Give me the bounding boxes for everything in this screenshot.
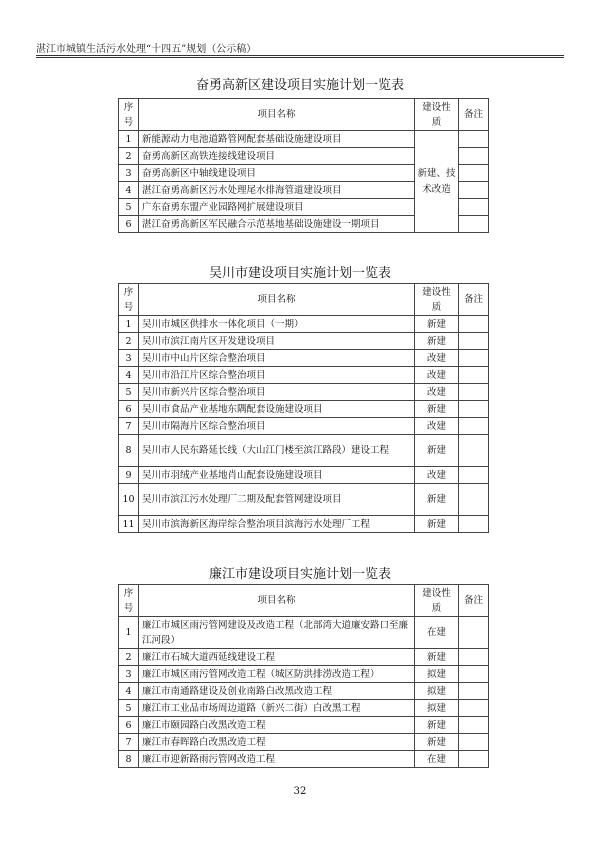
row-number: 3	[119, 350, 139, 367]
row-number: 5	[119, 199, 139, 216]
row-number: 5	[119, 384, 139, 401]
table3-header-row	[119, 585, 489, 617]
col-header-nature: 建设性质	[415, 99, 459, 131]
col-header-name: 项目名称	[139, 585, 415, 617]
remark-cell	[459, 435, 489, 467]
row-number: 6	[119, 216, 139, 233]
row-number: 4	[119, 683, 139, 700]
project-name: 湛江奋勇高新区污水处理尾水排海管道建设项目	[139, 182, 415, 199]
table3-title: 廉江市建设项目实施计划一览表	[208, 567, 391, 582]
construction-nature: 新建	[415, 435, 459, 467]
table2-title: 吴川市建设项目实施计划一览表	[208, 266, 391, 281]
table-row	[119, 131, 489, 148]
table-row	[119, 516, 489, 533]
project-name: 奋勇高新区高铁连接线建设项目	[139, 148, 415, 165]
remark-cell	[459, 350, 489, 367]
table-row	[119, 350, 489, 367]
table-row	[119, 717, 489, 734]
table-row	[119, 751, 489, 768]
table-row	[119, 418, 489, 435]
remark-cell	[459, 401, 489, 418]
table-row	[119, 700, 489, 717]
project-name: 廉江市石城大道西延线建设工程	[139, 649, 415, 666]
col-header-note: 备注	[459, 585, 489, 617]
construction-nature: 新建	[415, 333, 459, 350]
project-name: 吴川市新兴片区综合整治项目	[139, 384, 415, 401]
row-number: 3	[119, 666, 139, 683]
remark-cell	[459, 467, 489, 484]
table1	[118, 98, 489, 233]
table-row	[119, 367, 489, 384]
remark-cell	[459, 717, 489, 734]
row-number: 10	[119, 484, 139, 516]
project-name: 吴川市滨海新区海岸综合整治项目滨海污水处理厂工程	[139, 516, 415, 533]
row-number: 7	[119, 418, 139, 435]
project-name: 廉江市城区雨污管网建设及改造工程（北部湾大道廉安路口至廉江河段）	[139, 617, 415, 649]
project-name: 廉江市城区雨污管网改造工程（城区防洪排涝改造工程）	[139, 666, 415, 683]
row-number: 4	[119, 367, 139, 384]
project-name: 吴川市食品产业基地东隅配套设施建设项目	[139, 401, 415, 418]
construction-nature: 新建	[415, 734, 459, 751]
project-name: 吴川市隔海片区综合整治项目	[139, 418, 415, 435]
table-row	[119, 484, 489, 516]
col-header-no: 序号	[119, 585, 139, 617]
project-name: 吴川市滨江污水处理厂二期及配套管网建设项目	[139, 484, 415, 516]
project-name: 廉江市工业品市场周边道路（新兴二街）白改黑工程	[139, 700, 415, 717]
project-name: 湛江奋勇高新区军民融合示范基地基础设施建设一期项目	[139, 216, 415, 233]
construction-nature: 拟建	[415, 666, 459, 683]
project-name: 广东奋勇东盟产业园路网扩展建设项目	[139, 199, 415, 216]
table-row	[119, 683, 489, 700]
table-row	[119, 617, 489, 649]
construction-nature: 新建	[415, 516, 459, 533]
construction-nature: 改建	[415, 418, 459, 435]
table-row	[119, 384, 489, 401]
col-header-no: 序号	[119, 284, 139, 316]
construction-nature: 新建	[415, 484, 459, 516]
remark-cell	[459, 148, 489, 165]
remark-cell	[459, 182, 489, 199]
table1-title: 奋勇高新区建设项目实施计划一览表	[195, 78, 404, 93]
row-number: 6	[119, 401, 139, 418]
remark-cell	[459, 131, 489, 148]
remark-cell	[459, 700, 489, 717]
row-number: 9	[119, 467, 139, 484]
col-header-nature: 建设性质	[415, 585, 459, 617]
col-header-note: 备注	[459, 99, 489, 131]
table-row	[119, 316, 489, 333]
project-name: 廉江市南通路建设及创业南路白改黑改造工程	[139, 683, 415, 700]
construction-nature: 在建	[415, 617, 459, 649]
row-number: 7	[119, 734, 139, 751]
running-header: 湛江市城镇生活污水处理“十四五”规划（公示稿）	[36, 44, 257, 55]
table-row	[119, 734, 489, 751]
row-number: 2	[119, 333, 139, 350]
construction-nature: 改建	[415, 350, 459, 367]
header-rule-double	[36, 57, 564, 58]
row-number: 5	[119, 700, 139, 717]
table-row	[119, 333, 489, 350]
remark-cell	[459, 333, 489, 350]
remark-cell	[459, 216, 489, 233]
remark-cell	[459, 199, 489, 216]
construction-nature-merged: 新建、技术改造	[415, 131, 459, 233]
remark-cell	[459, 484, 489, 516]
remark-cell	[459, 734, 489, 751]
table-row	[119, 649, 489, 666]
table-row	[119, 666, 489, 683]
remark-cell	[459, 683, 489, 700]
construction-nature: 新建	[415, 316, 459, 333]
project-name: 廉江市颐园路白改黑改造工程	[139, 717, 415, 734]
remark-cell	[459, 384, 489, 401]
project-name: 吴川市人民东路延长线（大山江门楼至滨江路段）建设工程	[139, 435, 415, 467]
table-row	[119, 435, 489, 467]
table-row	[119, 467, 489, 484]
row-number: 8	[119, 751, 139, 768]
row-number: 1	[119, 617, 139, 649]
remark-cell	[459, 649, 489, 666]
col-header-note: 备注	[459, 284, 489, 316]
row-number: 2	[119, 148, 139, 165]
construction-nature: 拟建	[415, 683, 459, 700]
construction-nature: 在建	[415, 751, 459, 768]
remark-cell	[459, 367, 489, 384]
row-number: 8	[119, 435, 139, 467]
table2-header-row	[119, 284, 489, 316]
row-number: 1	[119, 131, 139, 148]
row-number: 3	[119, 165, 139, 182]
project-name: 廉江市迎新路雨污管网改造工程	[139, 751, 415, 768]
remark-cell	[459, 751, 489, 768]
construction-nature: 改建	[415, 384, 459, 401]
col-header-name: 项目名称	[139, 99, 415, 131]
remark-cell	[459, 165, 489, 182]
row-number: 1	[119, 316, 139, 333]
construction-nature: 新建	[415, 401, 459, 418]
project-name: 吴川市城区供排水一体化项目（一期）	[139, 316, 415, 333]
header-rule	[36, 55, 564, 56]
row-number: 6	[119, 717, 139, 734]
project-name: 奋勇高新区中轴线建设项目	[139, 165, 415, 182]
project-name: 新能源动力电池道路管网配套基础设施建设项目	[139, 131, 415, 148]
remark-cell	[459, 316, 489, 333]
col-header-no: 序号	[119, 99, 139, 131]
row-number: 4	[119, 182, 139, 199]
table1-header-row	[119, 99, 489, 131]
col-header-name: 项目名称	[139, 284, 415, 316]
project-name: 吴川市滨江南片区开发建设项目	[139, 333, 415, 350]
remark-cell	[459, 617, 489, 649]
row-number: 11	[119, 516, 139, 533]
table2	[118, 283, 489, 533]
construction-nature: 拟建	[415, 700, 459, 717]
construction-nature: 新建	[415, 649, 459, 666]
table3	[118, 584, 489, 768]
remark-cell	[459, 418, 489, 435]
project-name: 吴川市沿江片区综合整治项目	[139, 367, 415, 384]
construction-nature: 新建	[415, 717, 459, 734]
project-name: 吴川市羽绒产业基地肖山配套设施建设项目	[139, 467, 415, 484]
construction-nature: 改建	[415, 367, 459, 384]
project-name: 廉江市春晖路白改黑改造工程	[139, 734, 415, 751]
construction-nature: 改建	[415, 467, 459, 484]
row-number: 2	[119, 649, 139, 666]
remark-cell	[459, 666, 489, 683]
page-number: 32	[293, 786, 307, 797]
table-row	[119, 401, 489, 418]
project-name: 吴川市中山片区综合整治项目	[139, 350, 415, 367]
remark-cell	[459, 516, 489, 533]
col-header-nature: 建设性质	[415, 284, 459, 316]
